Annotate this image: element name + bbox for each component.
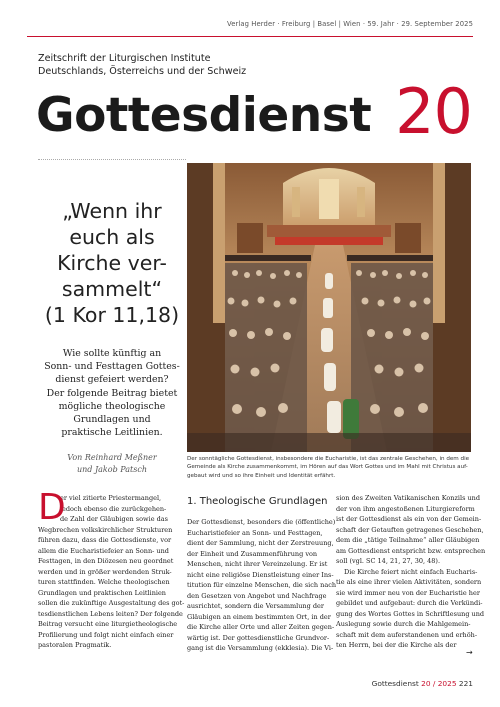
body-line: sion des Zweiten Vatikanischen Konzils und <box>336 494 481 502</box>
lead-line: Sonn- und Festtagen Gottes- <box>44 361 180 373</box>
intro-column <box>38 487 185 651</box>
body-line: die Kirche aller Orte und aller Zeiten gegen- <box>187 623 335 631</box>
body-line: Eucharistiefeier an Sonn- und Festtagen, <box>187 528 323 537</box>
subtitle-line: Zeitschrift der Liturgischen Institute <box>38 53 211 64</box>
body-line: nicht eine religiöse Dienstleistung einer Ins- <box>187 570 334 579</box>
quote-line: Kirche ver- <box>57 251 167 275</box>
footer-magazine: Gottesdienst <box>371 679 419 688</box>
issue-number: 20 <box>395 75 472 148</box>
church-interior-photo <box>187 163 471 452</box>
lead-line: mögliche theologische <box>58 400 166 412</box>
body-line: tie als eine ihrer vielen Aktivitäten, sondern <box>336 578 482 586</box>
body-line: turen stattfinden. Welche theologischen <box>38 578 170 586</box>
body-line: allem die Eucharistiefeier an Sonn- und <box>38 546 169 555</box>
header-rule <box>27 36 473 37</box>
body-line: wärtig ist. Der gottesdienstliche Grundvor- <box>187 633 330 642</box>
body-line: Profilierung und folgt nicht einfach einer <box>38 630 174 639</box>
quote-line: euch als <box>69 225 155 249</box>
article-lead <box>38 347 186 439</box>
body-line: gung des Wortes Gottes in Schriftlesung und <box>336 609 485 618</box>
body-column-2 <box>187 517 337 654</box>
author-line: Von Reinhard Meßner <box>67 453 157 462</box>
quote-line: sammelt“ <box>61 277 163 301</box>
page-footer <box>372 679 473 688</box>
body-line: gang ist die Versammlung (ekklesia). Die Vi- <box>187 644 334 652</box>
caption-line: Gemeinde als Kirche zusammenkommt, im Hören auf das Wort Gottes und im Mahl mit Christus auf- <box>187 464 468 471</box>
author-line: und Jakob Patsch <box>76 465 148 474</box>
body-line: schaft mit dem auferstandenen und erhöh- <box>336 630 478 639</box>
body-line: tesdienstlichen Lebens leiten? Der folgende <box>38 609 183 618</box>
body-line: Festtagen, in den Diözesen neu geordnet <box>38 557 174 565</box>
body-line: den Gesetzen von Angebot und Nachfrage <box>187 591 327 600</box>
body-line: titution für einzelne Menschen, die sich nach <box>187 581 337 589</box>
body-line: ist der Gottesdienst als ein von der Gemein- <box>336 515 482 523</box>
body-line: jedoch ebenso die zurückgehen- <box>60 504 167 513</box>
footer-issue: 20 / 2025 <box>421 679 457 688</box>
continue-arrow-icon: → <box>466 648 473 657</box>
body-line: Auslegung sowie durch die Mahlgemein- <box>336 620 471 628</box>
lead-line: praktische Leitlinien. <box>61 427 163 439</box>
caption-line: gebaut wird und so ihre Einheit und Identität erfährt. <box>187 472 336 479</box>
body-line: Gläubigen an einem bestimmten Ort, in der <box>187 612 331 621</box>
dotted-divider <box>38 159 186 160</box>
body-line: sie wird immer neu von der Eucharistie her <box>336 588 480 597</box>
body-line: Wegbrechen volkskirchlicher Strukturen <box>38 525 173 534</box>
magazine-title: Gottesdienst <box>36 88 372 143</box>
body-column-3 <box>336 493 486 651</box>
article-authors <box>38 452 186 476</box>
body-line: am Gottesdienst entspricht bzw. entsprechen <box>336 546 486 555</box>
body-line: de Zahl der Gläubigen sowie das <box>60 515 168 523</box>
body-line: Die Kirche feiert nicht einfach Eucharis- <box>344 567 478 576</box>
publication-line: Verlag Herder · Freiburg | Basel | Wien · 59. Jahr · 29. September 2025 <box>226 20 473 28</box>
body-line: Grundlagen und praktischen Leitlinien <box>38 588 166 597</box>
lead-line: dienst gefeiert werden? <box>55 374 169 386</box>
body-line: schaft der Getauften getragenes Geschehen, <box>336 525 484 534</box>
lead-line: Grundlagen und <box>73 414 151 426</box>
photo-caption <box>187 455 471 480</box>
body-line: führen dazu, dass die Gottesdienste, vor <box>38 536 172 544</box>
body-line: ten Herrn, bei der die Kirche als der <box>336 641 457 649</box>
body-line: pastoralen Pragmatik. <box>38 641 112 649</box>
drop-cap: D <box>38 487 66 528</box>
quote-line: (1 Kor 11,18) <box>44 303 180 327</box>
body-line: soll (vgl. SC 14, 21, 27, 30, 48). <box>336 557 441 565</box>
article-title-quote <box>38 198 186 328</box>
body-line: Menschen, nicht ihrer Vereinzelung. Er ist <box>187 560 328 568</box>
quote-line: „Wenn ihr <box>62 199 162 223</box>
body-line: sollen die zukünftige Ausgestaltung des got- <box>38 599 185 607</box>
church-photo-illustration <box>187 163 471 452</box>
subtitle-line: Deutschlands, Österreichs und der Schweiz <box>38 66 247 77</box>
body-line: werden und in größer werdenden Struk- <box>38 567 172 576</box>
page-number: 221 <box>458 679 473 688</box>
section-heading: 1. Theologische Grundlagen <box>187 496 328 507</box>
body-line: der von ihm angestoßenen Liturgiereform <box>336 504 475 513</box>
body-line: der Einheit und Zusammenführung von <box>187 549 318 558</box>
body-line: ausrichtet, sondern die Versammlung der <box>187 602 324 610</box>
body-line: dem die „tätige Teilnahme“ aller Gläubigen <box>336 536 480 544</box>
body-line: dient der Sammlung, nicht der Zerstreuung, <box>187 539 334 547</box>
body-line: Beitrag versucht eine liturgietheologische <box>38 620 178 628</box>
caption-line: Der sonntägliche Gottesdienst, insbesondere die Eucharistie, ist das zentrale Geschehen, in dem die <box>187 456 470 462</box>
body-line: Der Gottesdienst, besonders die (öffentliche) <box>187 518 336 526</box>
lead-line: Wie sollte künftig an <box>62 348 162 359</box>
lead-line: Der folgende Beitrag bietet <box>46 387 178 399</box>
body-line: er viel zitierte Priestermangel, <box>60 494 162 502</box>
journal-subtitle <box>38 52 246 78</box>
body-line: gebildet und aufgebaut: durch die Verkündi- <box>336 599 483 607</box>
